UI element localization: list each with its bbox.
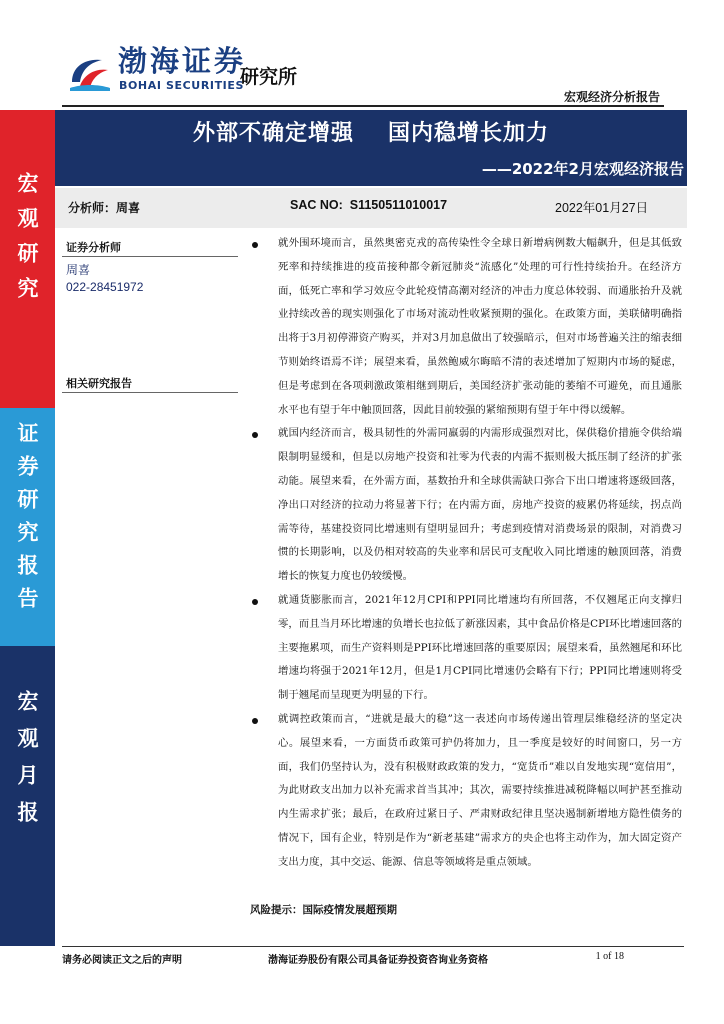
analyst-label: 分析师：周喜 (68, 201, 141, 215)
report-subtitle: ——2022年2月宏观经济报告 (481, 160, 684, 178)
bullet-text: 就外围环境而言，虽然奥密克戎的高传染性令全球日新增病例数大幅飙升，但是其低致死率和持续推进的疫苗接种都令新冠肺炎“流感化”处理的可行性持续抬升。在经济方面，低死亡率和学习效应令此轮疫情高潮对经济的冲击力度总体较弱、而通胀抬升及就业持续改善的现实则强化了市场对流动性收紧预期的强化。在政策方面，美联储明确指出将于3月初停滞资产购买，并对3月加息做出了较强暗示，但对市场普遍关注的缩表细节则始终语焉不详；展望来看，虽然鲍威尔晦暗不清的表述增加了短期内市场的疑虑，但是考虑到在各项刺激政策相继到期后，美国经济扩张动能的萎缩不可避免，而且通胀水平也有望于年中触顶回落，因此目前较强的紧缩预期有望于年中得以缓解。 (278, 237, 682, 416)
sac-label: SAC NO: (290, 198, 343, 212)
bullet-dot (252, 718, 258, 724)
sidebar-label-monthly: 宏观月报 (15, 690, 40, 838)
related-reports-rule (62, 392, 238, 393)
bullet-text: 就国内经济而言，极具韧性的外需同羸弱的内需形成强烈对比，保供稳价措施令供给端限制明显缓和，但是以房地产投资和社零为代表的内需不振则极大抵压制了经济的扩张动能。展望来看，在外需方面，基数抬升和全球供需缺口弥合下出口增速将逐级回落，净出口对经济的拉动力将显著下行；在内需方面，房地产投资的疲累仍将延续，拐点尚需等待，基建投资同比增速则有望明显回升；考虑到疫情对消费场景的限制，对消费习惯的长期影响，以及仍相对较高的失业率和居民可支配收入同比增速的触顶回落，消费增长的恢复力度也仍较缓慢。 (278, 427, 682, 583)
bullet-text: 就通货膨胀而言，2021年12月CPI和PPI同比增速均有所回落，不仅翘尾正向支撑归零，而且当月环比增速的负增长也拉低了新涨因素，其中食品价格是CPI环比增速回落的主要拖累项，而生产资料则是PPI环比增速回落的重要原因；展望来看，虽然翘尾和环比增速均将强于2021年12月，但是1月CPI同比增速仍会略有下行；PPI同比增速则将受制于翘尾而呈现更为明显的下行。 (278, 593, 682, 702)
company-name-cn: 渤海证券 (118, 44, 247, 78)
bullet-policy (250, 708, 682, 875)
bullet-domestic (250, 422, 682, 589)
footer-disclaimer: 请务必阅读正文之后的声明 (62, 955, 182, 966)
related-reports-heading: 相关研究报告 (66, 377, 132, 390)
risk-warning: 风险提示：国际疫情发展超预期 (250, 904, 397, 916)
bullet-dot (252, 242, 258, 248)
sidebar-section-report (0, 408, 55, 646)
report-type: 宏观经济分析报告 (563, 90, 660, 104)
sidebar-section-research (0, 110, 55, 408)
page-number: 1 of 18 (595, 951, 624, 962)
bullet-dot (252, 599, 258, 605)
institute-name: 研究所 (240, 66, 298, 88)
summary-bullets (250, 232, 682, 875)
bullet-text: 就调控政策而言，“进就是最大的稳”这一表述向市场传递出管理层维稳经济的坚定决心。展望来看，一方面货币政策可护仍将加力，且一季度是较好的时间窗口，另一方面，我们仍坚持认为，没有积极财政政策的发力，“宽货币”难以自发地实现“宽信用”，为此财政支出加力以补充需求首当其冲；其次，需要持续推进减税降幅以呵护甚至推动内生需求扩张；最后，在政府过紧日子、严肃财政纪律且坚决遏制新增地方隐性债务的情况下，国有企业，特别是作为“新老基建”需求方的央企也将主动作为，加大固定资产支出力度，其中交运、能源、信息等领域将是重点领域。 (278, 712, 682, 868)
footer-company: 渤海证券股份有限公司具备证券投资咨询业务资格 (268, 955, 488, 966)
analyst-heading: 证券分析师 (66, 241, 121, 254)
sidebar-section-monthly (0, 646, 55, 946)
sac-value: S1150511010017 (349, 198, 448, 212)
sac-number (290, 198, 447, 212)
report-title-part2: 国内稳增长加力 (388, 121, 550, 146)
analyst-name: 周喜 (66, 263, 91, 277)
sidebar-label-research: 宏观研究 (15, 172, 40, 312)
bohai-logo-icon (68, 52, 112, 92)
footer-divider (62, 946, 684, 947)
report-title-part1: 外部不确定增强 (192, 121, 354, 146)
bullet-inflation (250, 589, 682, 708)
company-name-en: BOHAI SECURITIES (119, 79, 245, 92)
report-title (55, 116, 687, 147)
analyst-phone: 022-28451972 (66, 280, 144, 294)
bullet-dot (252, 432, 258, 438)
report-date: 2022年01月27日 (555, 201, 649, 215)
analyst-heading-rule (62, 256, 238, 257)
header-divider (62, 105, 664, 107)
bullet-external (250, 232, 682, 422)
sidebar-label-report: 证券研究报告 (15, 422, 40, 620)
